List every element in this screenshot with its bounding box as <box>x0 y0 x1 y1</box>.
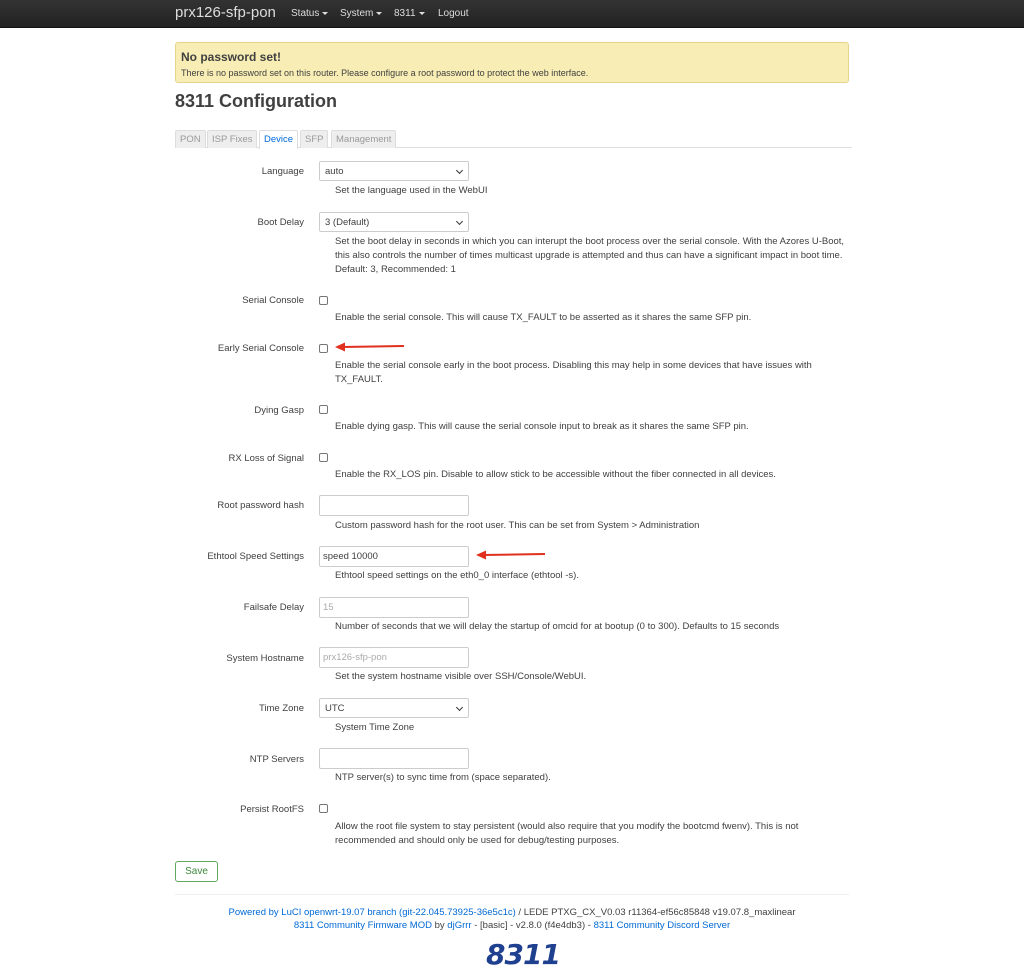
8311-logo: 8311 <box>486 938 560 971</box>
dying-gasp-help: Enable dying gasp. This will cause the serial console input to break as it shares the same SFP pin. <box>335 421 749 432</box>
root-password-hash-input[interactable] <box>319 495 469 516</box>
time-zone-label: Time Zone <box>258 703 304 714</box>
time-zone-value: UTC <box>325 703 345 714</box>
tab-device[interactable]: Device <box>259 130 298 149</box>
boot-delay-select[interactable] <box>319 212 469 232</box>
system-hostname-input[interactable]: prx126-sfp-pon <box>319 647 469 668</box>
top-navbar <box>0 0 1024 28</box>
dying-gasp-checkbox[interactable] <box>319 405 328 414</box>
nav-logout-link[interactable]: Logout <box>438 8 469 19</box>
footer-line-2 <box>175 920 849 931</box>
page-title: 8311 Configuration <box>175 91 338 111</box>
failsafe-delay-help: Number of seconds that we will delay the startup of omcid for at bootup (0 to 300). Defaults to 15 seconds <box>335 621 780 632</box>
chevron-down-icon <box>456 218 463 225</box>
dying-gasp-label: Dying Gasp <box>254 405 304 416</box>
nav-menu-status[interactable] <box>291 8 328 19</box>
system-hostname-help: Set the system hostname visible over SSH/Console/WebUI. <box>335 671 587 682</box>
no-password-alert <box>175 42 849 83</box>
boot-delay-help: Set the boot delay in seconds in which you can interupt the boot process over the serial console. With the Azores U-Boot, this also controls the number of times multicast upgrade is attempted and thus can have a significant impact in boot time. Default: 3, Recommended: 1 <box>335 236 845 275</box>
nav-menu-label: System <box>340 8 374 19</box>
early-serial-console-checkbox[interactable] <box>319 344 328 353</box>
failsafe-delay-input[interactable]: 15 <box>319 597 469 618</box>
serial-console-label: Serial Console <box>242 295 304 306</box>
discord-link[interactable]: 8311 Community Discord Server <box>593 920 731 931</box>
tab-pon[interactable]: PON <box>175 130 206 148</box>
caret-down-icon <box>322 12 328 15</box>
ntp-servers-label: NTP Servers <box>249 754 304 765</box>
nav-menu-8311[interactable] <box>394 8 425 19</box>
boot-delay-value: 3 (Default) <box>325 217 370 228</box>
tab-isp-fixes[interactable]: ISP Fixes <box>207 130 257 148</box>
ntp-servers-help: NTP server(s) to sync time from (space separated). <box>335 772 551 783</box>
alert-title: No password set! <box>181 50 282 64</box>
luci-link[interactable]: Powered by LuCI openwrt-19.07 branch (git-22.045.73925-36e5c1c) <box>228 907 516 918</box>
serial-console-help: Enable the serial console. This will cause TX_FAULT to be asserted as it shares the same SFP pin. <box>335 312 752 323</box>
red-arrow-icon <box>334 341 406 353</box>
chevron-down-icon <box>456 167 463 174</box>
nav-menu-label: 8311 <box>394 8 416 19</box>
failsafe-delay-label: Failsafe Delay <box>243 602 304 613</box>
time-zone-help: System Time Zone <box>335 722 415 733</box>
system-hostname-label: System Hostname <box>226 653 304 664</box>
language-value: auto <box>325 166 344 177</box>
persist-rootfs-label: Persist RootFS <box>240 804 304 815</box>
nav-menu-system[interactable] <box>340 8 382 19</box>
nav-menu-label: Status <box>291 8 320 19</box>
ethtool-speed-input[interactable]: speed 10000 <box>319 546 469 567</box>
tab-management[interactable]: Management <box>331 130 396 148</box>
firmware-mod-link[interactable]: 8311 Community Firmware MOD <box>293 920 432 931</box>
footer-divider <box>175 894 849 895</box>
early-serial-console-help: Enable the serial console early in the boot process. Disabling this may help in some devices that have issues with TX_FAULT. <box>335 360 812 385</box>
time-zone-select[interactable] <box>319 698 469 718</box>
early-serial-console-label: Early Serial Console <box>217 343 304 354</box>
language-label: Language <box>261 166 304 177</box>
chevron-down-icon <box>456 704 463 711</box>
author-link[interactable]: djGrrr <box>447 920 472 931</box>
by-text: by <box>431 920 448 931</box>
version-text: / LEDE PTXG_CX_V0.03 r11364-ef56c85848 v19.07.8_maxlinear <box>515 907 796 918</box>
footer-line-1 <box>175 907 849 918</box>
ethtool-speed-label: Ethtool Speed Settings <box>207 551 304 562</box>
persist-rootfs-help: Allow the root file system to stay persistent (would also require that you modify the bootcmd fwenv). This is not recommended and should only be used for debug/testing purposes. <box>335 821 799 846</box>
red-arrow-icon <box>475 549 547 561</box>
boot-delay-label: Boot Delay <box>257 217 304 228</box>
caret-down-icon <box>419 12 425 15</box>
language-select[interactable] <box>319 161 469 181</box>
rx-los-help: Enable the RX_LOS pin. Disable to allow stick to be accessible without the fiber connected in all devices. <box>335 469 776 480</box>
brand-link[interactable]: prx126-sfp-pon <box>175 4 276 21</box>
caret-down-icon <box>376 12 382 15</box>
serial-console-checkbox[interactable] <box>319 296 328 305</box>
tab-sfp[interactable]: SFP <box>300 130 328 148</box>
root-password-hash-help: Custom password hash for the root user. This can be set from System > Administration <box>335 520 700 531</box>
rx-los-checkbox[interactable] <box>319 453 328 462</box>
root-password-hash-label: Root password hash <box>217 500 304 511</box>
ntp-servers-input[interactable] <box>319 748 469 769</box>
rx-los-label: RX Loss of Signal <box>228 453 304 464</box>
persist-rootfs-checkbox[interactable] <box>319 804 328 813</box>
language-help: Set the language used in the WebUI <box>335 185 488 196</box>
alert-text: There is no password set on this router. Please configure a root password to protect the web interface. <box>181 68 589 78</box>
config-tabs <box>175 130 852 148</box>
build-text: - [basic] - v2.8.0 (f4e4db3) - <box>471 920 594 931</box>
save-button[interactable]: Save <box>175 861 218 882</box>
ethtool-speed-help: Ethtool speed settings on the eth0_0 interface (ethtool -s). <box>335 570 579 581</box>
